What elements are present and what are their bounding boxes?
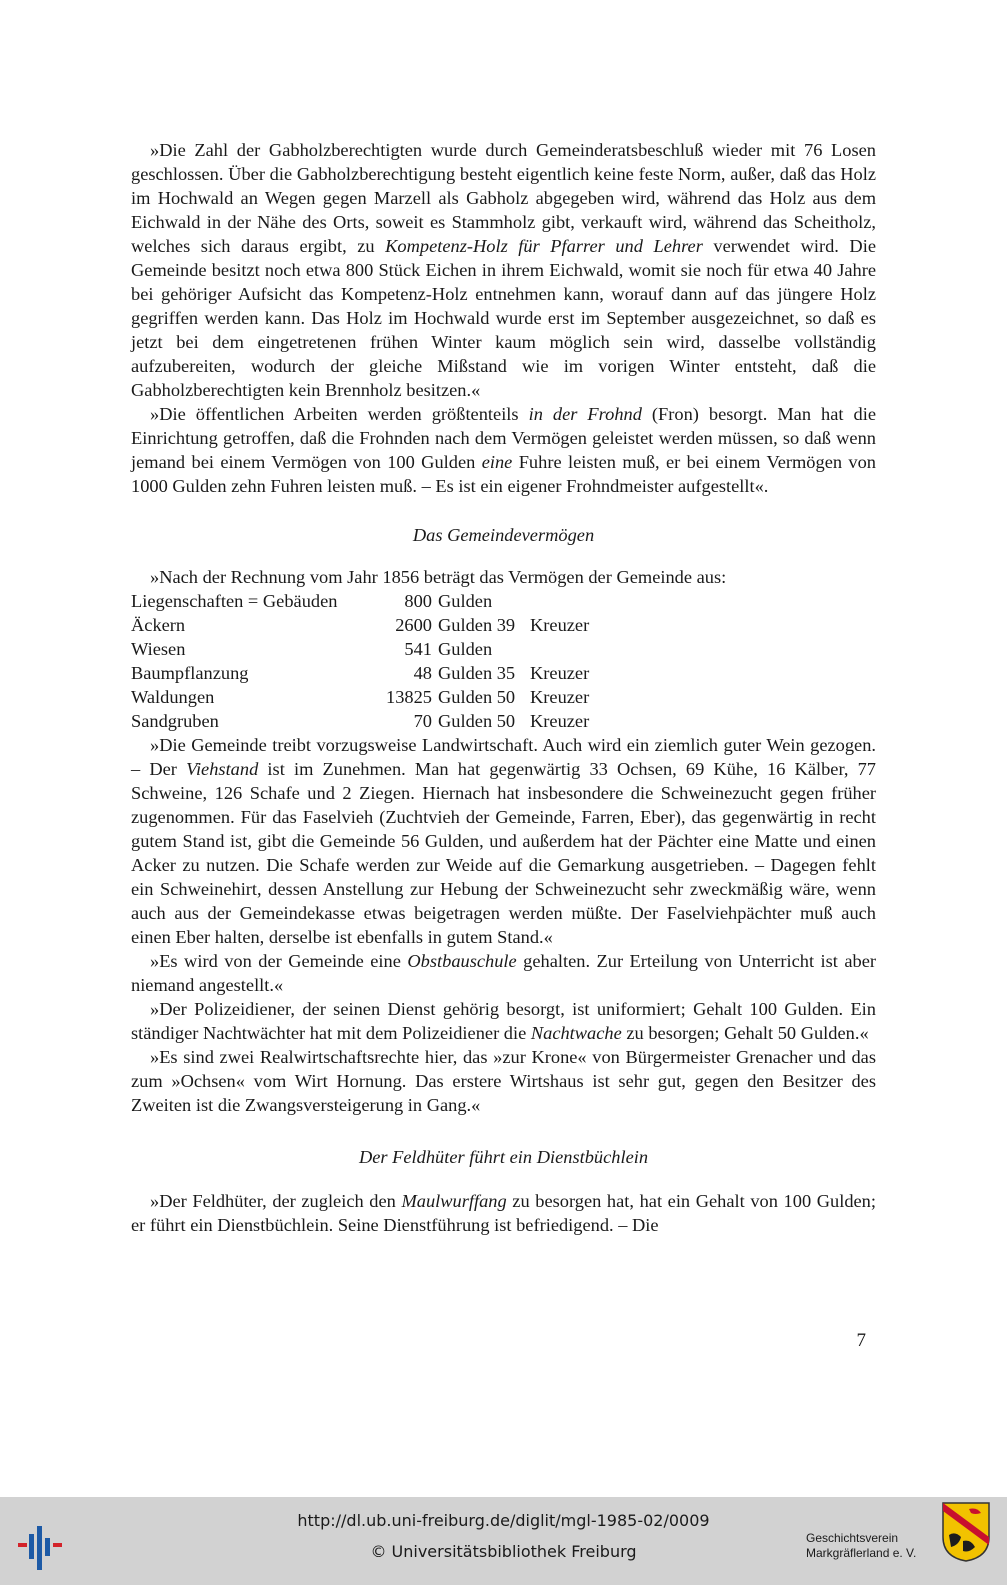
italic-phrase: Maulwurffang bbox=[401, 1191, 507, 1211]
text-run: »Die Gemeinde treibt vorzugsweise Landwirtschaft. Auch wird ein ziemlich guter Wein gezogen. – Der bbox=[131, 735, 876, 779]
asset-name: Sandgruben bbox=[131, 711, 219, 731]
asset-amount: 48 bbox=[413, 663, 432, 683]
table-row bbox=[131, 613, 589, 637]
text-run: zu besorgen; Gehalt 50 Gulden.« bbox=[621, 1023, 869, 1043]
society-name bbox=[806, 1531, 936, 1561]
section-heading-feldhueter: Der Feldhüter führt ein Dienstbüchlein bbox=[358, 1147, 649, 1167]
asset-subunit bbox=[530, 589, 589, 613]
paragraph-landwirtschaft bbox=[131, 733, 876, 949]
asset-unit: Gulden 39 bbox=[438, 615, 516, 635]
asset-unit: Gulden 50 bbox=[438, 687, 516, 707]
text-run: ist im Zunehmen. Man hat gegenwärtig 33 Ochsen, 69 Kühe, 16 Kälber, 77 Schweine, 126 Schafe und 2 Ziegen. Hiernach hat insbesondere die Schweinezucht gegen früher zugenommen. Für das Faselvieh (Zuchtvieh der Gemeinde, Farren, Eber), das gegenwärtig in recht gutem Stand ist, gibt die Gemeinde 56 Gulden, und außerdem hat der Pächter eine Matte und einen Acker zu nutzen. Die Schafe werden zur Weide auf die Gemarkung ausgetrieben. – Dagegen fehlt ein Schweinehirt, dessen Anstellung zur Hebung der Schweinezucht sehr zweckmäßig wäre, wenn auch aus der Gemeindekasse etwas beigetragen werden müßte. Der Faselviehpächter muß auch einen Eber halten, derselbe ist ebenfalls in gutem Stand.« bbox=[131, 759, 876, 947]
paragraph-polizeidiener bbox=[131, 997, 876, 1045]
paragraph-feldhueter bbox=[131, 1189, 876, 1237]
text-run: »Die Zahl der Gabholzberechtigten wurde durch Gemeinderatsbeschluß wieder mit 76 Losen geschlossen. Über die Gabholzberechtigung besteht eigentlich keine feste Norm, außer, daß das Holz im Hochwald an Wegen gegen Marzell als Gabholz abgegeben wird, während das Holz aus dem Eichwald in der Nähe des Orts, soweit es Stammholz gibt, verkauft wird, während das Scheitholz, welches sich daraus ergibt, zu bbox=[131, 140, 876, 256]
italic-phrase: Obstbauschule bbox=[407, 951, 517, 971]
text-run: »Die öffentlichen Arbeiten werden größtenteils bbox=[150, 404, 529, 424]
paragraph-obstbauschule bbox=[131, 949, 876, 997]
text-run: Fuhre leisten muß, er bei einem Vermögen von 1000 Gulden zehn Fuhren leisten muß. – Es ist ein eigener Frohndmeister aufgestellt«. bbox=[131, 452, 877, 496]
asset-amount: 2600 bbox=[395, 615, 432, 635]
asset-amount: 70 bbox=[413, 711, 432, 731]
table-row bbox=[131, 637, 589, 661]
asset-name: Wiesen bbox=[131, 639, 186, 659]
paragraph-rechnung: »Nach der Rechnung vom Jahr 1856 beträgt das Vermögen der Gemeinde aus: bbox=[150, 567, 727, 587]
asset-amount: 800 bbox=[404, 591, 432, 611]
italic-phrase: Nachtwache bbox=[530, 1023, 622, 1043]
text-run: »Der Polizeidiener, der seinen Dienst gehörig besorgt, ist uniformiert; Gehalt 100 Gulden. Ein ständiger Nachtwächter hat mit dem Polizeidiener die bbox=[131, 999, 876, 1043]
paragraph-gabholz bbox=[131, 138, 876, 402]
italic-phrase: in der Frohnd bbox=[528, 404, 642, 424]
table-row bbox=[131, 661, 589, 685]
paragraph-realwirtschaft: »Es sind zwei Realwirtschaftsrechte hier, das »zur Krone« von Bürgermeister Grenacher und das zum »Ochsen« vom Wirt Hornung. Das erstere Wirtshaus ist sehr gut, gegen den Besitzer des Zweiten ist die Zwangsversteigerung in Gang.« bbox=[131, 1047, 876, 1115]
asset-unit: Gulden bbox=[438, 591, 493, 611]
society-name-line2: Markgräflerland e. V. bbox=[806, 1546, 917, 1560]
page-body bbox=[131, 138, 876, 1237]
asset-name: Äckern bbox=[131, 615, 186, 635]
text-run: verwendet wird. Die Gemeinde besitzt noch etwa 800 Stück Eichen in ihrem Eichwald, womit sie noch für etwa 40 Jahre bei gehöriger Aufsicht das Kompetenz-Holz entnehmen kann, worauf dann auf das jüngere Holz gegriffen werden kann. Das Holz im Hochwald wurde erst im September ausgezeichnet, so daß es jetzt bei dem eingetretenen frühen Winter kaum möglich sein wird, dasselbe vollständig aufzubereiten, wodurch der gleiche Mißstand wie im vorigen Winter entsteht, daß die Gabholzberechtigten kein Brennholz besitzen.« bbox=[131, 236, 876, 400]
footer-bar bbox=[0, 1497, 1007, 1585]
asset-unit: Gulden 50 bbox=[438, 711, 516, 731]
copyright-notice: © Universitätsbibliothek Freiburg bbox=[370, 1542, 637, 1561]
italic-phrase: Viehstand bbox=[186, 759, 259, 779]
society-name-line1: Geschichtsverein bbox=[806, 1531, 899, 1545]
text-run: gehalten. Zur Erteilung von Unterricht ist aber niemand angestellt.« bbox=[131, 951, 877, 995]
asset-subunit bbox=[530, 637, 589, 661]
asset-amount: 13825 bbox=[386, 687, 432, 707]
permalink-url[interactable]: http://dl.ub.uni-freiburg.de/diglit/mgl-1985-02/0009 bbox=[297, 1511, 710, 1530]
asset-subunit: Kreuzer bbox=[530, 687, 590, 707]
italic-phrase: eine bbox=[481, 452, 513, 472]
asset-subunit: Kreuzer bbox=[530, 663, 590, 683]
text-run: (Fron) besorgt. Man hat die Einrichtung getroffen, daß die Frohnden nach dem Vermögen geleistet werden müssen, so daß wenn jemand bei einem Vermögen von 100 Gulden bbox=[131, 404, 876, 472]
asset-subunit: Kreuzer bbox=[530, 711, 590, 731]
text-run: »Der Feldhüter, der zugleich den bbox=[150, 1191, 402, 1211]
asset-name: Liegenschaften = Gebäuden bbox=[131, 591, 338, 611]
table-row bbox=[131, 685, 589, 709]
asset-amount: 541 bbox=[404, 639, 432, 659]
paragraph-frohnd bbox=[131, 402, 876, 498]
table-row bbox=[131, 709, 589, 733]
asset-table bbox=[131, 589, 589, 733]
asset-subunit: Kreuzer bbox=[530, 615, 590, 635]
asset-unit: Gulden 35 bbox=[438, 663, 516, 683]
text-run: »Es wird von der Gemeinde eine bbox=[150, 951, 408, 971]
asset-name: Waldungen bbox=[131, 687, 215, 707]
italic-phrase: Kompetenz-Holz für Pfarrer und Lehrer bbox=[385, 236, 703, 256]
asset-unit: Gulden bbox=[438, 639, 493, 659]
page-number: 7 bbox=[856, 1330, 866, 1351]
section-heading-gemeindevermoegen: Das Gemeindevermögen bbox=[412, 525, 595, 545]
text-run: zu besorgen hat, hat ein Gehalt von 100 Gulden; er führt ein Dienstbüchlein. Seine Dienstführung ist befriedigend. – Die bbox=[131, 1191, 876, 1235]
asset-name: Baumpflanzung bbox=[131, 663, 249, 683]
table-row bbox=[131, 589, 589, 613]
coat-of-arms-icon bbox=[941, 1501, 991, 1563]
